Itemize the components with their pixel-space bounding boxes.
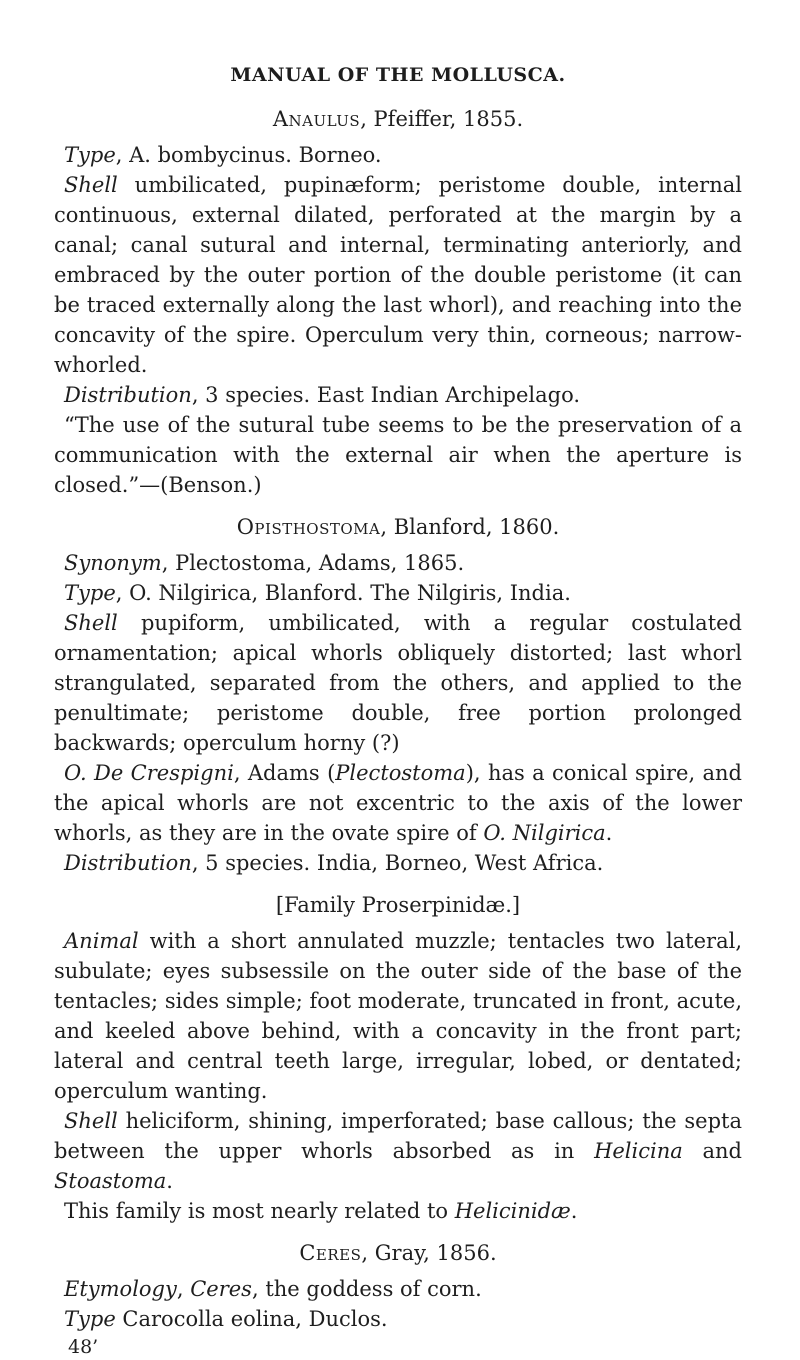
type-label: Type (64, 1307, 116, 1331)
type-line (54, 140, 742, 170)
genus-authority: , Blanford, 1860. (380, 515, 560, 539)
folio-mark: 48’ (68, 1336, 99, 1358)
note-text: , Adams ( (233, 761, 336, 785)
genus-name: Ceres (299, 1241, 362, 1265)
type-line (54, 578, 742, 608)
shell-text: pupiform, umbilicated, with a regular costulated ornamentation; apical whorls obliquely distorted; last whorl strangulated, separated from the others, and applied to the penultimate; peristome double, free portion prolonged backwards; operculum horny (?) (54, 611, 742, 755)
type-line (54, 1304, 742, 1334)
etymology-text: , (176, 1277, 191, 1301)
synonym-line (54, 548, 742, 578)
family-name-italic: Helicinidæ (454, 1199, 571, 1223)
synonym-text: , Plectostoma, Adams, 1865. (161, 551, 465, 575)
quote-paragraph: “The use of the sutural tube seems to be the preservation of a communication with the external air when the aperture is closed.”—(Benson.) (54, 413, 742, 497)
genus-name-italic: Helicina (594, 1139, 683, 1163)
type-text: , A. bombycinus. Borneo. (115, 143, 382, 167)
note-text: ), has a conical spire, and the apical whorls are not excentric to the axis of the lower whorls, as they are in the ovate spire of (54, 761, 742, 845)
type-text: Carocolla eolina, Duclos. (115, 1307, 388, 1331)
species-name: O. Nilgirica (483, 821, 606, 845)
relation-text: This family is most nearly related to (64, 1199, 455, 1223)
shell-text: and (682, 1139, 742, 1163)
genus-authority: , Pfeiffer, 1855. (360, 107, 524, 131)
distribution-line (54, 848, 742, 878)
note-text: . (605, 821, 613, 845)
shell-text: umbilicated, pupinæform; peristome double, internal continuous, external dilated, perforated at the margin by a canal; canal sutural and internal, terminating anteriorly, and embraced by the outer portion of the double peristome (it can be traced externally along the last whorl), and reaching into the concavity of the spire. Operculum very thin, corneous; narrow-whorled. (54, 173, 742, 377)
shell-text: heliciform, shining, imperforated; base callous; the septa between the upper whorls absorbed as in (54, 1109, 742, 1163)
genus-heading-ceres (54, 1238, 742, 1268)
shell-label: Shell (64, 611, 118, 635)
animal-paragraph (54, 926, 742, 1106)
genus-authority: , Gray, 1856. (361, 1241, 497, 1265)
shell-paragraph (54, 170, 742, 380)
relation-line (54, 1196, 742, 1226)
shell-text: . (166, 1169, 173, 1193)
genus-name-italic: Plectostoma (335, 761, 466, 785)
relation-text: . (570, 1199, 578, 1223)
shell-label: Shell (64, 1109, 118, 1133)
distribution-line (54, 380, 742, 410)
genus-name: Anaulus (272, 107, 361, 131)
family-heading: [Family Proserpinidæ.] (275, 893, 521, 917)
animal-text: with a short annulated muzzle; tentacles two lateral, subulate; eyes subsessile on the outer side of the base of the tentacles; sides simple; foot moderate, truncated in front, acute, and keeled above behind, with a concavity in the front part; lateral and central teeth large, irregular, lobed, or dentated; operculum wanting. (54, 929, 742, 1103)
type-label: Type (64, 581, 116, 605)
shell-paragraph (54, 608, 742, 758)
genus-name-italic: Stoastoma (54, 1169, 167, 1193)
distribution-text: , 5 species. India, Borneo, West Africa. (191, 851, 604, 875)
type-text: , O. Nilgirica, Blanford. The Nilgiris, India. (115, 581, 571, 605)
genus-heading-opisthostoma (54, 512, 742, 542)
genus-name: Opisthostoma (236, 515, 381, 539)
type-label: Type (64, 143, 116, 167)
distribution-text: , 3 species. East Indian Archipelago. (191, 383, 581, 407)
shell-paragraph (54, 1106, 742, 1196)
running-head: MANUAL OF THE MOLLUSCA. (230, 64, 566, 86)
shell-label: Shell (64, 173, 118, 197)
animal-label: Animal (64, 929, 139, 953)
etymology-word: Ceres (190, 1277, 252, 1301)
synonym-label: Synonym (64, 551, 162, 575)
genus-heading-anaulus (54, 104, 742, 134)
distribution-label: Distribution (64, 851, 192, 875)
note-paragraph (54, 758, 742, 848)
etymology-line (54, 1274, 742, 1304)
distribution-label: Distribution (64, 383, 192, 407)
species-name: O. De Crespigni (64, 761, 234, 785)
etymology-text: , the goddess of corn. (251, 1277, 482, 1301)
etymology-label: Etymology (64, 1277, 177, 1301)
